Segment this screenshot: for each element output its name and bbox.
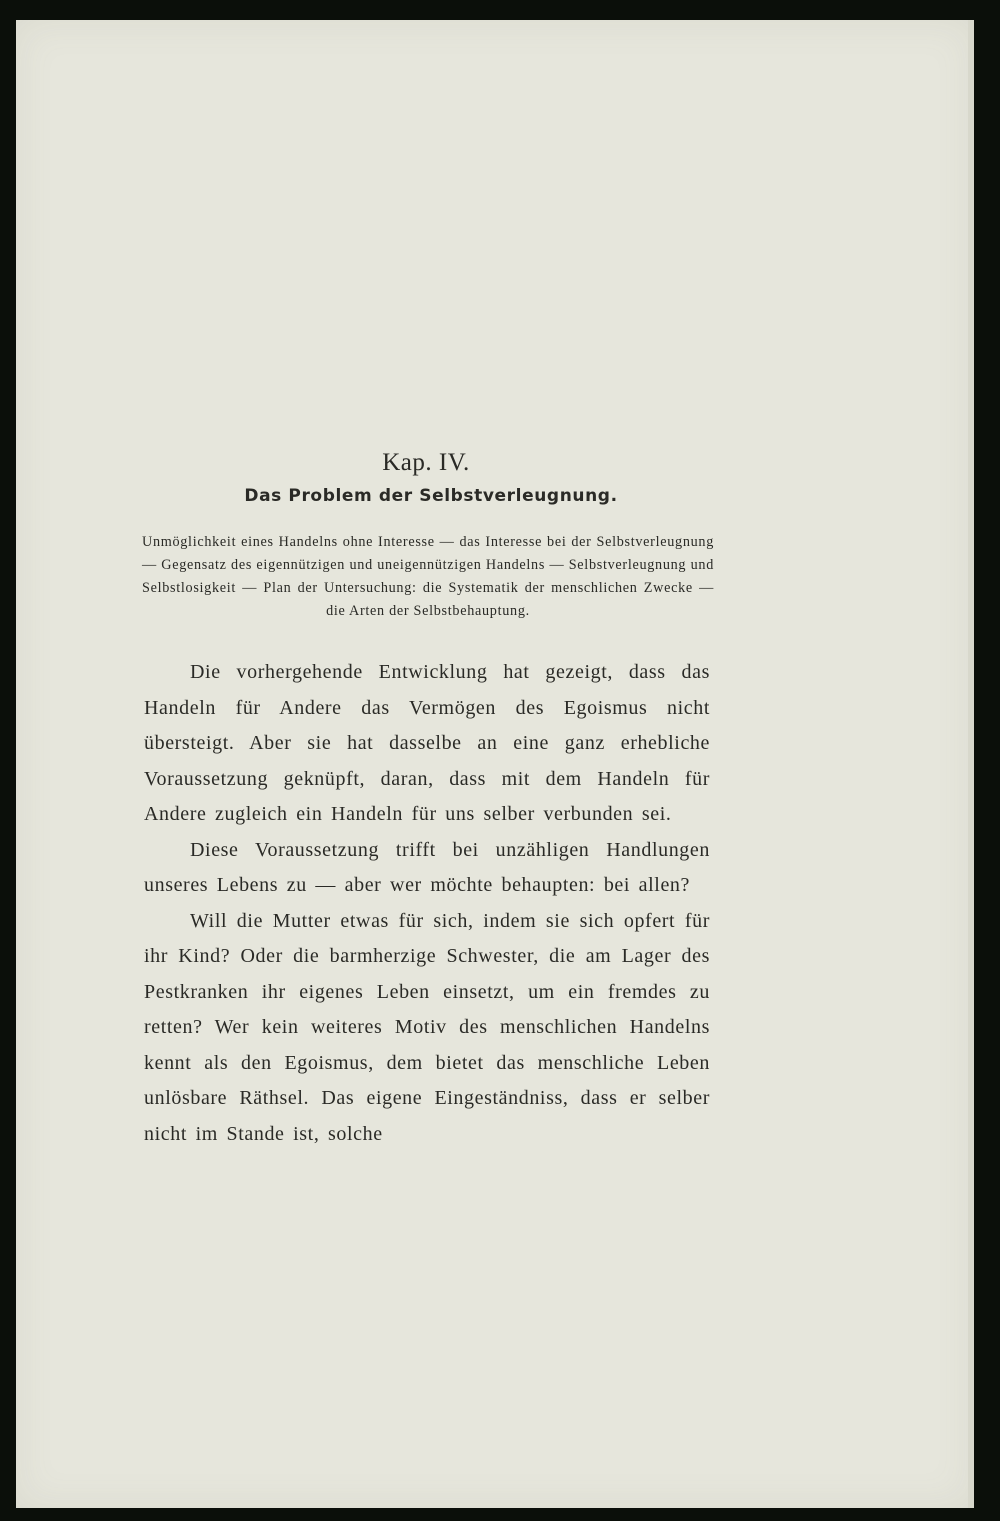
chapter-title: Das Problem der Selbstverleugnung.: [244, 486, 618, 506]
chapter-summary: Unmöglichkeit eines Handelns ohne Interesse — das Interesse bei der Selbstverleugnung — Gegensatz des eigennützigen und uneigennützigen Handelns — Selbstverleugnung und Selbstlosigkeit — Plan der Untersuchung: die Systematik der menschlichen Zwecke — die Arten der Selbstbehauptung.: [142, 534, 714, 619]
chapter-heading: Kap. IV.: [382, 449, 470, 476]
paragraph: Die vorhergehende Entwicklung hat gezeigt, dass das Handeln für Andere das Vermögen des Egoismus nicht übersteigt. Aber sie hat dasselbe an eine ganz erhebliche Voraussetzung geknüpft, daran, dass mit dem Handeln für Andere zugleich ein Handeln für uns selber verbunden sei.: [144, 661, 710, 825]
body-text: [144, 655, 710, 1152]
page-edge: [968, 20, 974, 1508]
paragraph: Diese Voraussetzung trifft bei unzähligen Handlungen unseres Lebens zu — aber wer möchte behaupten: bei allen?: [144, 838, 710, 896]
page-content: [126, 430, 716, 1152]
paragraph: Will die Mutter etwas für sich, indem sie sich opfert für ihr Kind? Oder die barmherzige Schwester, die am Lager des Pestkranken ihr eigenes Leben einsetzt, um ein fremdes zu retten? Wer kein weiteres Motiv des menschlichen Handelns kennt als den Egoismus, dem bietet das menschliche Leben unlösbare Räthsel. Das eigene Eingeständniss, dass er selber nicht im Stande ist, solche: [144, 909, 710, 1145]
